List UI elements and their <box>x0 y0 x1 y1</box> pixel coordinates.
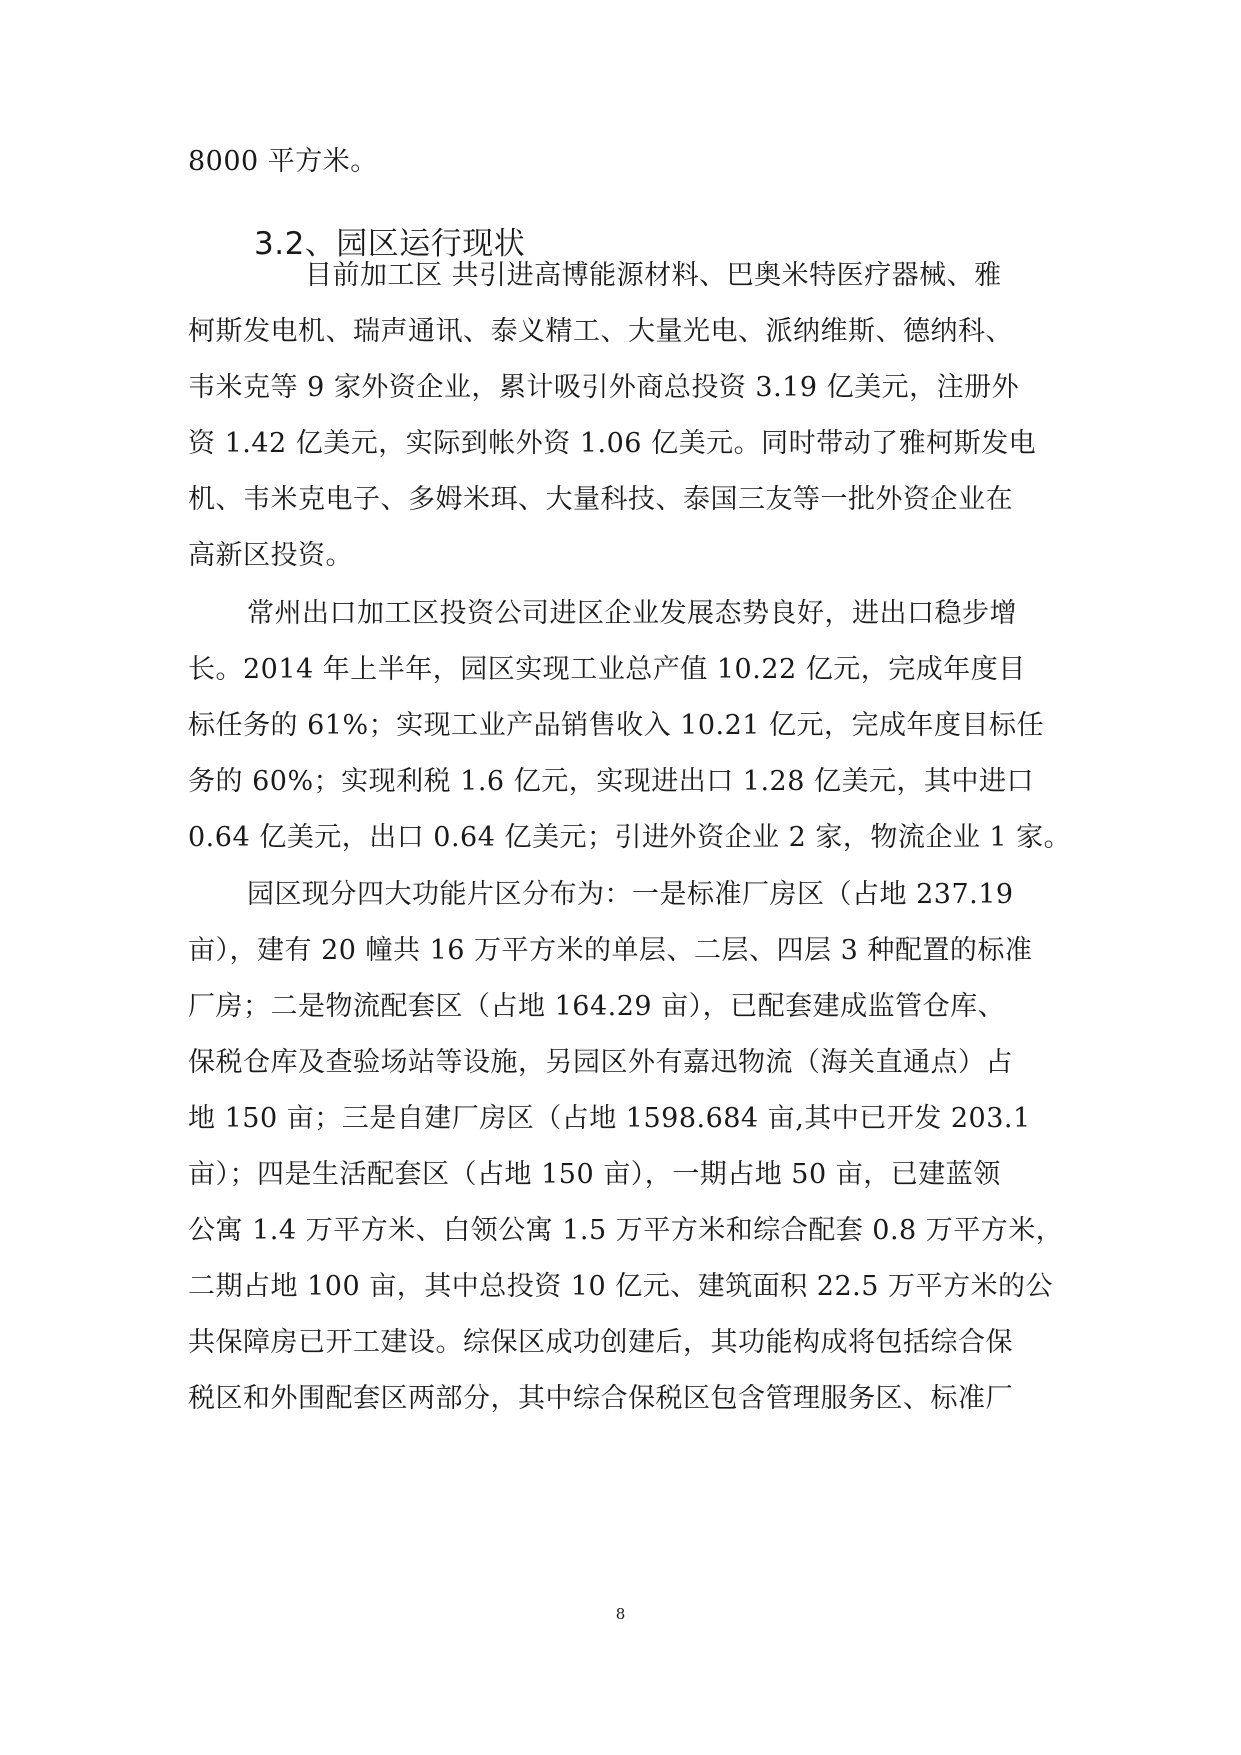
text-line: 地 150 亩；三是自建厂房区（占地 1598.684 亩,其中已开发 203.1 <box>188 1103 1031 1134</box>
text-line: 高新区投资。 <box>188 540 353 571</box>
text-line: 亩）；四是生活配套区（占地 150 亩），一期占地 50 亩，已建蓝领 <box>188 1159 1001 1190</box>
text-line: 资 1.42 亿美元，实际到帐外资 1.06 亿美元。同时带动了雅柯斯发电 <box>188 428 1037 459</box>
text-line: 韦米克等 9 家外资企业，累计吸引外商总投资 3.19 亿美元，注册外 <box>188 372 1020 403</box>
text-line: 目前加工区 共引进高博能源材料、巴奥米特医疗器械、雅 <box>305 260 1002 291</box>
text-line: 柯斯发电机、瑞声通讯、泰义精工、大量光电、派纳维斯、德纳科、 <box>188 316 1013 347</box>
text-line: 共保障房已开工建设。综保区成功创建后，其功能构成将包括综合保 <box>188 1327 1013 1358</box>
text-line: 公寓 1.4 万平方米、白领公寓 1.5 万平方米和综合配套 0.8 万平方米， <box>188 1215 1064 1246</box>
text-line: 长。2014 年上半年，园区实现工业总产值 10.22 亿元，完成年度目 <box>188 654 1026 685</box>
text-line: 厂房；二是物流配套区（占地 164.29 亩），已配套建成监管仓库、 <box>188 991 1006 1022</box>
section-heading: 3.2、园区运行现状 <box>254 226 526 262</box>
text-line: 常州出口加工区投资公司进区企业发展态势良好，进出口稳步增 <box>247 598 1017 629</box>
text-line: 标任务的 61%；实现工业产品销售收入 10.21 亿元，完成年度目标任 <box>188 710 1045 741</box>
text-line: 机、韦米克电子、多姆米珥、大量科技、泰国三友等一批外资企业在 <box>188 484 1013 515</box>
text-line: 0.64 亿美元，出口 0.64 亿美元；引进外资企业 2 家，物流企业 1 家。 <box>188 822 1072 853</box>
text-line: 园区现分四大功能片区分布为：一是标准厂房区（占地 237.19 <box>247 879 1014 910</box>
page-number: 8 <box>615 1605 626 1623</box>
text-line: 亩），建有 20 幢共 16 万平方米的单层、二层、四层 3 种配置的标准 <box>188 935 1033 966</box>
text-line: 税区和外围配套区两部分，其中综合保税区包含管理服务区、标准厂 <box>188 1383 1013 1414</box>
text-line: 保税仓库及查验场站等设施，另园区外有嘉迅物流（海关直通点）占 <box>188 1047 1013 1078</box>
text-line-continuation: 8000 平方米。 <box>188 146 378 177</box>
text-line: 二期占地 100 亩，其中总投资 10 亿元、建筑面积 22.5 万平方米的公 <box>188 1271 1054 1302</box>
text-line: 务的 60%；实现利税 1.6 亿元，实现进出口 1.28 亿美元，其中进口 <box>188 766 1034 797</box>
